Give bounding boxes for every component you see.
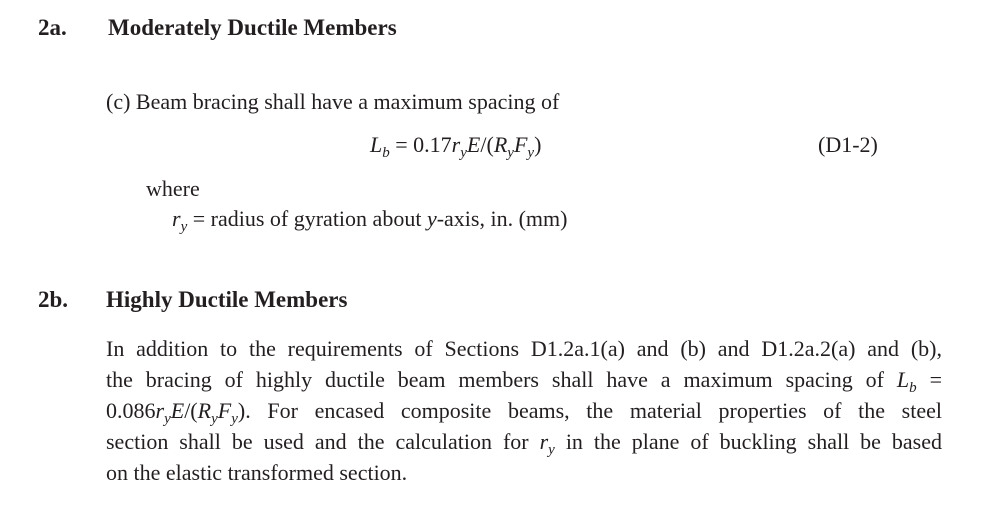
section-2a-title: Moderately Ductile Members: [108, 15, 397, 40]
equation-label: (D1-2): [818, 132, 878, 157]
eq-e: E: [466, 132, 481, 157]
inline-r2-sub: y: [548, 442, 555, 458]
equation-d1-2: [370, 132, 542, 161]
inline-r: r: [155, 398, 165, 423]
section-2b-paragraph: [106, 333, 942, 488]
eq-close: ): [534, 132, 542, 157]
inline-r-sub: y: [164, 411, 171, 427]
eq-lb-sub: b: [382, 145, 390, 161]
def-text-b: -axis, in. (mm): [436, 206, 568, 231]
inline-close: ): [237, 398, 246, 423]
eq-slash: /(: [480, 132, 494, 157]
inline-lb: L: [896, 367, 910, 392]
inline-slash: /(: [184, 398, 198, 423]
section-2b-title: Highly Ductile Members: [106, 287, 348, 312]
para-line-4-b: in the plane of buckling shall be based: [565, 429, 943, 454]
item-c-text: (c) Beam bracing shall have a maximum spacing of: [106, 89, 560, 114]
def-r: r: [172, 206, 181, 231]
para-line-2-text: the bracing of highly ductile beam members shall have a maximum spacing of: [106, 367, 885, 392]
eq-F: F: [513, 132, 528, 157]
inline-R: R: [197, 398, 212, 423]
where-label: where: [146, 176, 200, 201]
eq-R: R: [493, 132, 508, 157]
eq-rhs-prefix: = 0.17: [389, 132, 452, 157]
eq-lb: L: [370, 132, 383, 157]
para-line-3-prefix: 0.086: [106, 398, 156, 423]
eq-F-sub: y: [527, 145, 535, 161]
para-line-1: In addition to the requirements of Sections D1.2a.1(a) and (b) and D1.2a.2(a) and (b),: [106, 336, 942, 361]
para-line-4: [106, 426, 942, 457]
inline-e: E: [170, 398, 185, 423]
para-line-5: on the elastic transformed section.: [106, 460, 408, 485]
eq-R-sub: y: [507, 145, 514, 161]
para-line-3-text: . For encased composite beams, the material properties of the steel: [245, 398, 942, 423]
inline-lb-sub: b: [909, 380, 917, 396]
def-text-italic: y: [426, 206, 437, 231]
eq-r-sub: y: [460, 145, 467, 161]
def-text-a: = radius of gyration about: [187, 206, 427, 231]
eq-r: r: [451, 132, 461, 157]
inline-r2: r: [539, 429, 549, 454]
inline-R-sub: y: [211, 411, 218, 427]
def-r-sub: y: [180, 219, 188, 235]
para-line-3: [106, 395, 942, 426]
inline-F-sub: y: [231, 411, 238, 427]
section-2b-number: 2b.: [38, 287, 69, 312]
para-line-4-a: section shall be used and the calculation for: [106, 429, 529, 454]
section-2a-number: 2a.: [38, 15, 67, 40]
inline-F: F: [217, 398, 232, 423]
ry-definition: [172, 206, 568, 235]
para-line-2: [106, 364, 942, 395]
inline-eq: =: [916, 367, 942, 392]
